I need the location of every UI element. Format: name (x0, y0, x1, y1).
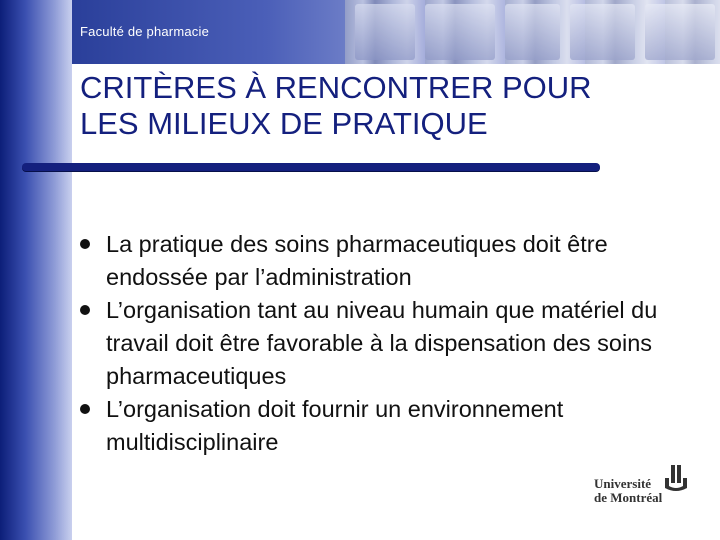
bullet-item (80, 393, 680, 459)
title-divider (22, 163, 600, 171)
bullet-dot-icon (80, 404, 90, 414)
slide-title-line-1: CRITÈRES À RENCONTRER POUR (80, 70, 592, 105)
bullet-text: L’organisation tant au niveau humain que matériel du travail doit être favorable à la dispensation des soins pharmaceutiques (106, 297, 658, 389)
bullet-dot-icon (80, 305, 90, 315)
logo-line-1: Université (594, 476, 652, 491)
faculty-name: Faculté de pharmacie (80, 24, 210, 39)
logo-line-2: de Montréal (594, 490, 663, 505)
bullet-text: L’organisation doit fournir un environnement multidisciplinaire (106, 396, 564, 455)
bullet-list (80, 228, 680, 459)
header-photo-collage (345, 0, 720, 64)
bullet-item (80, 228, 680, 294)
university-emblem-icon (662, 464, 690, 492)
university-logo (590, 462, 700, 506)
slide-title-line-2: LES MILIEUX DE PRATIQUE (80, 106, 488, 141)
bullet-item (80, 294, 680, 393)
slide-title (80, 70, 700, 142)
bullet-text: La pratique des soins pharmaceutiques doit être endossée par l’administration (106, 231, 608, 290)
left-decorative-band (0, 0, 72, 540)
bullet-dot-icon (80, 239, 90, 249)
